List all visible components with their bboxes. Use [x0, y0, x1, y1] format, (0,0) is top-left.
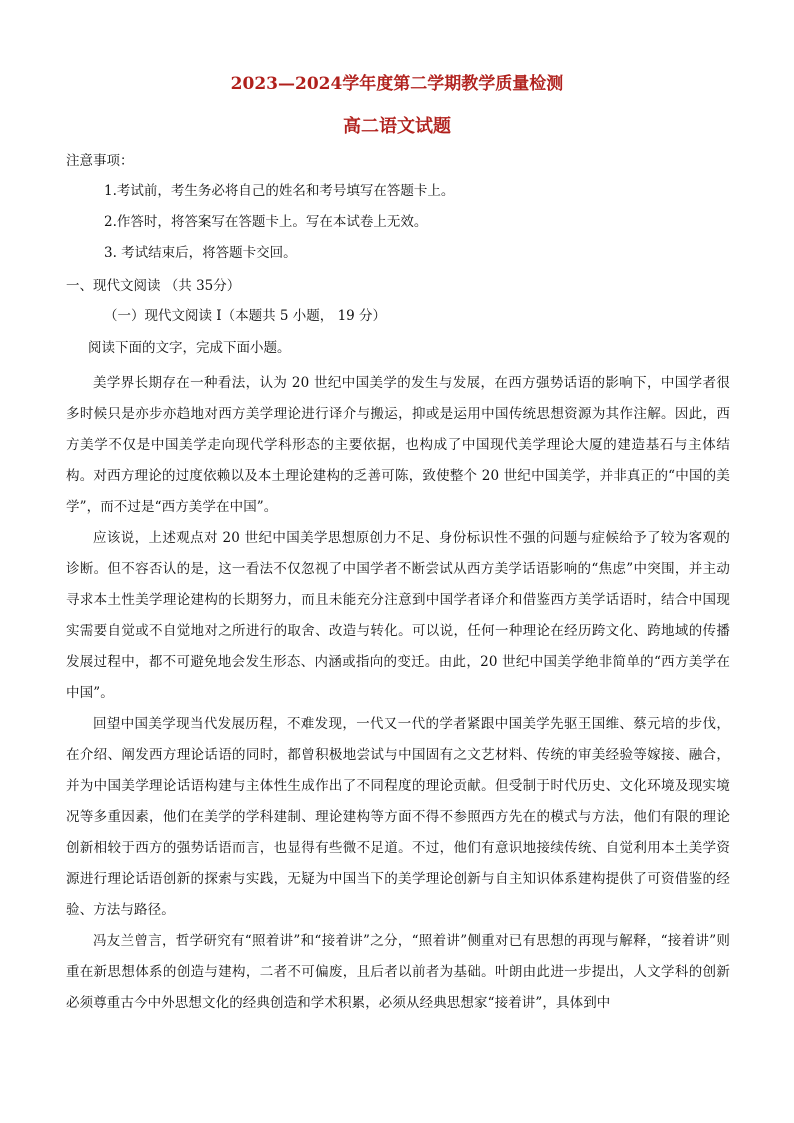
notes-item-2: 2.作答时，将答案写在答题卡上。写在本试卷上无效。 [104, 214, 428, 230]
reading-instruction: 阅读下面的文字，完成下面小题。 [88, 340, 291, 356]
notes-item-1: 1.考试前，考生务必将自己的姓名和考号填写在答题卡上。 [104, 183, 455, 199]
notes-item-3: 3. 考试结束后，将答题卡交回。 [104, 245, 297, 261]
section-heading: 一、现代文阅读 （共 35分） [66, 278, 241, 294]
subsection-heading: （一）现代文阅读 I（本题共 5 小题， 19 分） [104, 308, 387, 324]
passage-paragraph-3: 回望中国美学现当代发展历程，不难发现，一代又一代的学者紧跟中国美学先驱王国维、蔡元培的步伐，在介绍、阐发西方理论话语的同时，都曾积极地尝试与中国固有之文艺材料、传统的审美经验等嫁接、融合，并为中国美学理论话语构建与主体性生成作出了不同程度的理论贡献。但受制于时代历史、文化环境及现实境况等多重因素，他们在美学的学科建制、理论建构等方面不得不参照西方先在的模式与方法，他们有限的理论创新相较于西方的强势话语而言，也显得有些微不足道。不过，他们有意识地接续传统、自觉利用本土美学资源进行理论话语创新的探索与实践，无疑为中国当下的美学理论创新与自主知识体系建构提供了可资借鉴的经验、方法与路径。 [66, 716, 730, 918]
notes-heading: 注意事项： [66, 153, 134, 169]
passage-paragraph-4: 冯友兰曾言，哲学研究有“照着讲”和“接着讲”之分，“照着讲”侧重对已有思想的再现与解释，“接着讲”则重在新思想体系的创造与建构，二者不可偏废，且后者以前者为基础。叶朗由此进一步提出，人文学科的创新必须尊重古今中外思想文化的经典创造和学术积累，必须从经典思想家“接着讲”，具体到中 [66, 933, 730, 1011]
passage-paragraph-1: 美学界长期存在一种看法，认为 20 世纪中国美学的发生与发展，在西方强势话语的影响下，中国学者很多时候只是亦步亦趋地对西方美学理论进行译介与搬运，抑或是运用中国传统思想资源为其作注解。因此，西方美学不仅是中国美学走向现代学科形态的主要依据，也构成了中国现代美学理论大厦的建造基石与主体结构。对西方理论的过度依赖以及本土理论建构的乏善可陈，致使整个 20 世纪中国美学，并非真正的“中国的美学”，而不过是“西方美学在中国”。 [66, 375, 730, 515]
exam-title: 2023—2024学年度第二学期教学质量检测 [230, 74, 564, 94]
exam-subtitle: 高二语文试题 [343, 116, 451, 137]
passage-paragraph-2: 应该说，上述观点对 20 世纪中国美学思想原创力不足、身份标识性不强的问题与症候给予了较为客观的诊断。但不容否认的是，这一看法不仅忽视了中国学者不断尝试从西方美学话语影响的“焦虑”中突围，并主动寻求本土性美学理论建构的长期努力，而且未能充分注意到中国学者译介和借鉴西方美学话语时，结合中国现实需要自觉或不自觉地对之所进行的取舍、改造与转化。可以说，任何一种理论在经历跨文化、跨地域的传播发展过程中，都不可避免地会发生形态、内涵或指向的变迁。由此，20 世纪中国美学绝非简单的“西方美学在中国”。 [66, 530, 730, 701]
reading-passage [66, 368, 730, 1019]
